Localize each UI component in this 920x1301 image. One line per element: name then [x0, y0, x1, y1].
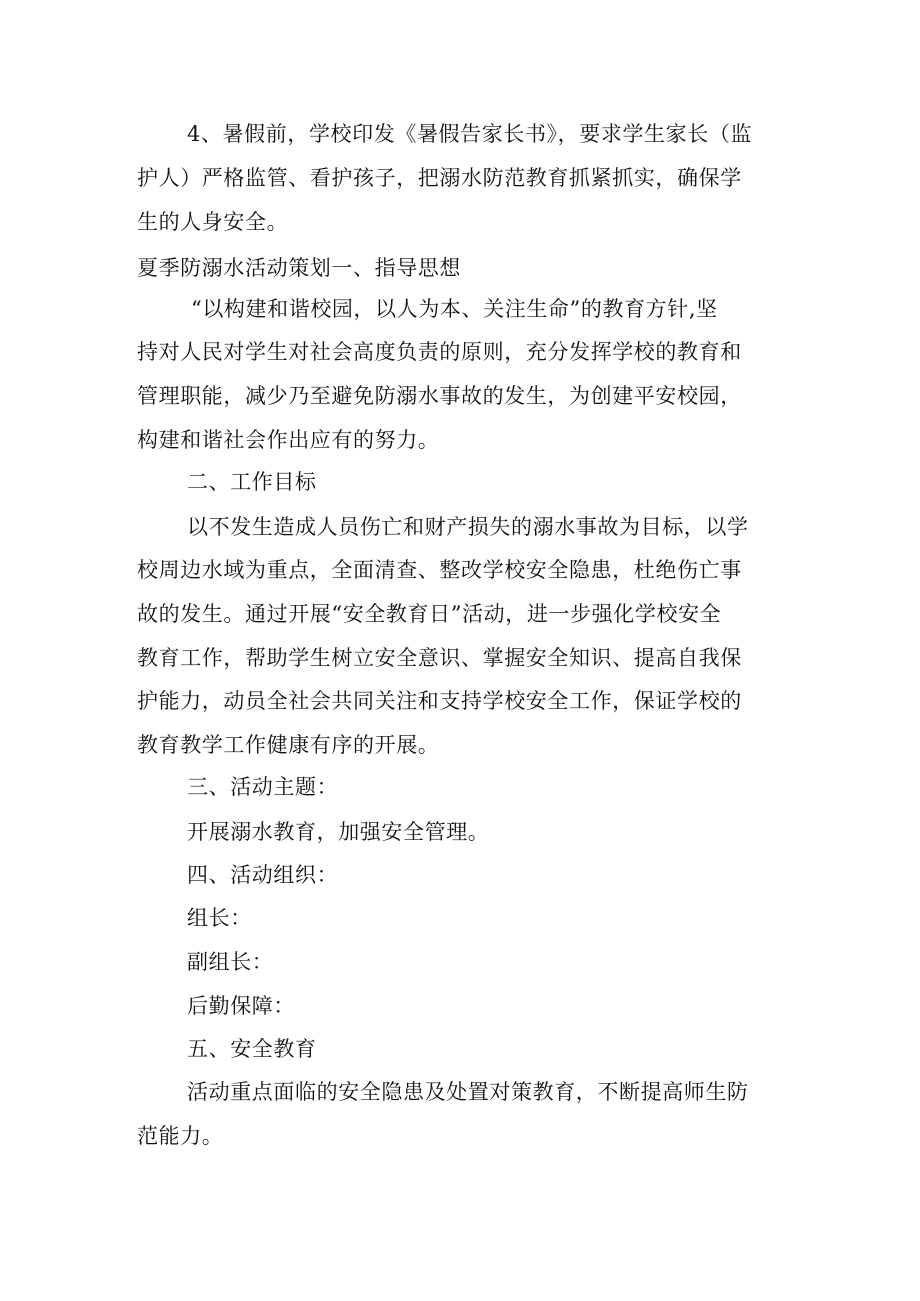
text-line: 4、暑假前，学校印发《暑假告家长书》，要求学生家长（监: [187, 122, 753, 146]
text-line: 构建和谐社会作出应有的努力。: [137, 428, 440, 452]
text-line: 护能力，动员全社会共同关注和支持学校安全工作，保证学校的: [137, 689, 742, 713]
text-line: 开展溺水教育，加强安全管理。: [187, 820, 490, 844]
text-line: 持对人民对学生对社会高度负责的原则，充分发挥学校的教育和: [137, 340, 742, 364]
section-heading: 五、安全教育: [187, 1037, 317, 1061]
text-line: 管理职能，减少乃至避免防溺水事故的发生，为创建平安校园，: [137, 384, 742, 408]
section-heading: 四、活动组织：: [187, 863, 339, 887]
section-heading: 二、工作目标: [187, 470, 317, 494]
text-line: 范能力。: [137, 1124, 224, 1148]
text-line: 组长：: [187, 906, 252, 930]
text-line: 护人）严格监管、看护孩子，把溺水防范教育抓紧抓实，确保学: [137, 166, 742, 190]
text-line: 以不发生造成人员伤亡和财产损失的溺水事故为目标，以学: [187, 515, 749, 539]
text-line: 校周边水域为重点，全面清查、整改学校安全隐患，杜绝伤亡事: [137, 558, 742, 582]
section-heading: 三、活动主题：: [187, 775, 339, 799]
text-line: 故的发生。通过开展“安全教育日”活动，进一步强化学校安全: [137, 602, 722, 626]
text-line: 副组长：: [187, 950, 274, 974]
text-line: 生的人身安全。: [137, 210, 289, 234]
text-line: 后勤保障：: [187, 994, 295, 1018]
text-line: 教育教学工作健康有序的开展。: [137, 733, 440, 757]
text-line: “以构建和谐校园，以人为本、关注生命”的教育方针,坚: [191, 297, 718, 321]
text-line: 教育工作，帮助学生树立安全意识、掌握安全知识、提高自我保: [137, 646, 742, 670]
text-line: 活动重点面临的安全隐患及处置对策教育，不断提高师生防: [187, 1080, 749, 1104]
section-heading: 夏季防溺水活动策划一、指导思想: [137, 256, 461, 280]
